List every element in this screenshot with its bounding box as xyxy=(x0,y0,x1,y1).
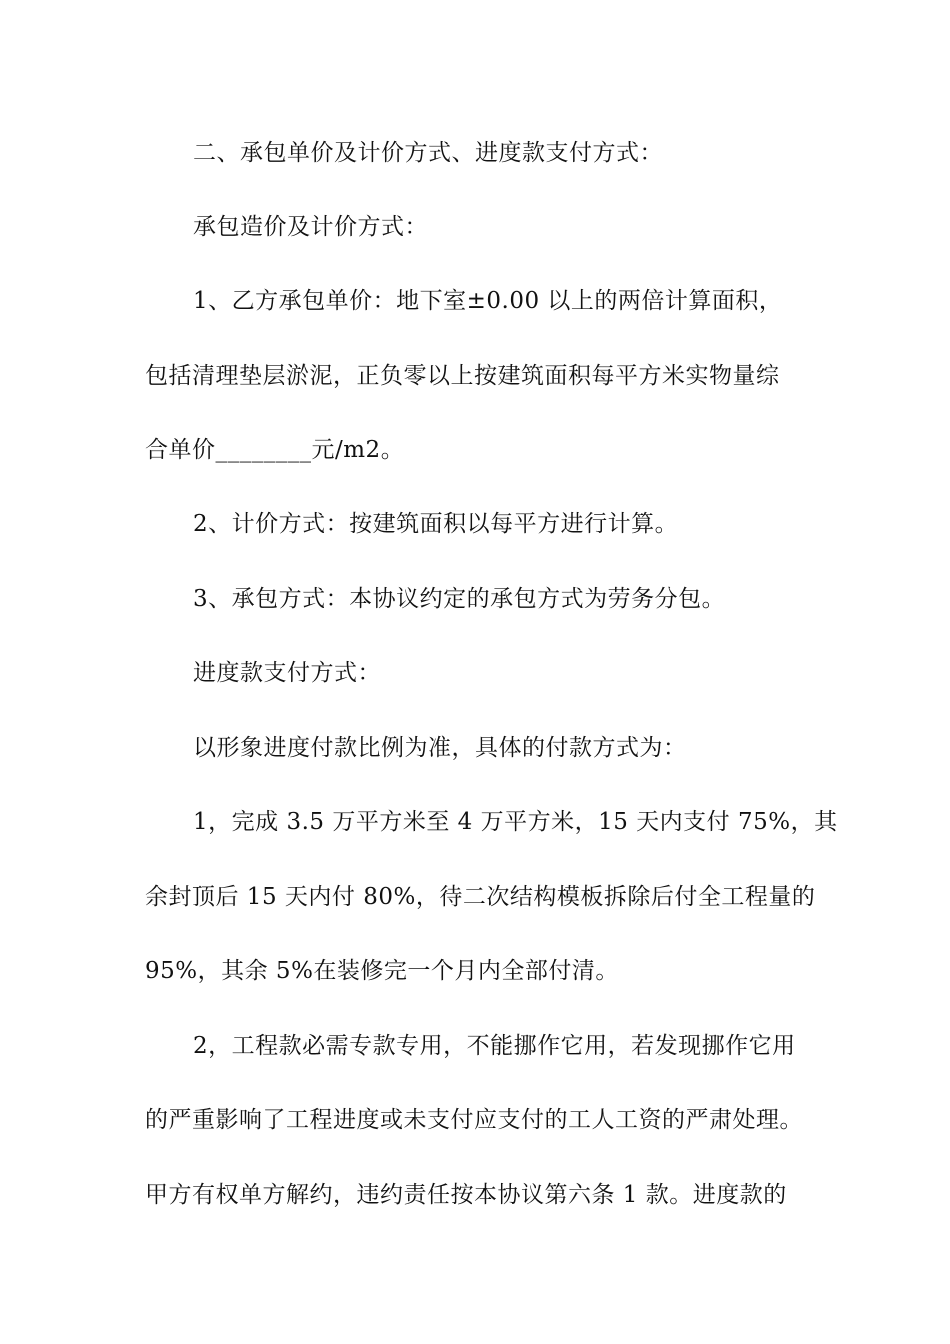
paragraph-line: 95%，其余 5%在装修完一个月内全部付清。 xyxy=(145,958,619,984)
paragraph-line: 1、乙方承包单价：地下室±0.00 以上的两倍计算面积， xyxy=(193,288,783,314)
paragraph-line: 1，完成 3.5 万平方米至 4 万平方米，15 天内支付 75%，其 xyxy=(193,809,838,835)
paragraph-line: 包括清理垫层淤泥，正负零以上按建筑面积每平方米实物量综 xyxy=(145,363,780,389)
paragraph-line: 以形象进度付款比例为准，具体的付款方式为： xyxy=(193,735,687,761)
subheading-payment: 进度款支付方式： xyxy=(193,660,381,686)
paragraph-line: 合单价________元/m2。 xyxy=(145,437,405,463)
paragraph-line: 的严重影响了工程进度或未支付应支付的工人工资的严肃处理。 xyxy=(145,1107,803,1133)
paragraph-line: 余封顶后 15 天内付 80%，待二次结构模板拆除后付全工程量的 xyxy=(145,884,816,910)
paragraph-line: 2、计价方式：按建筑面积以每平方进行计算。 xyxy=(193,511,679,537)
paragraph-line: 3、承包方式：本协议约定的承包方式为劳务分包。 xyxy=(193,586,726,612)
paragraph-line: 甲方有权单方解约，违约责任按本协议第六条 1 款。进度款的 xyxy=(145,1182,787,1208)
subheading-pricing: 承包造价及计价方式： xyxy=(193,214,428,240)
paragraph-line: 2，工程款必需专款专用，不能挪作它用，若发现挪作它用 xyxy=(193,1033,796,1059)
section-heading: 二、承包单价及计价方式、进度款支付方式： xyxy=(193,140,663,166)
